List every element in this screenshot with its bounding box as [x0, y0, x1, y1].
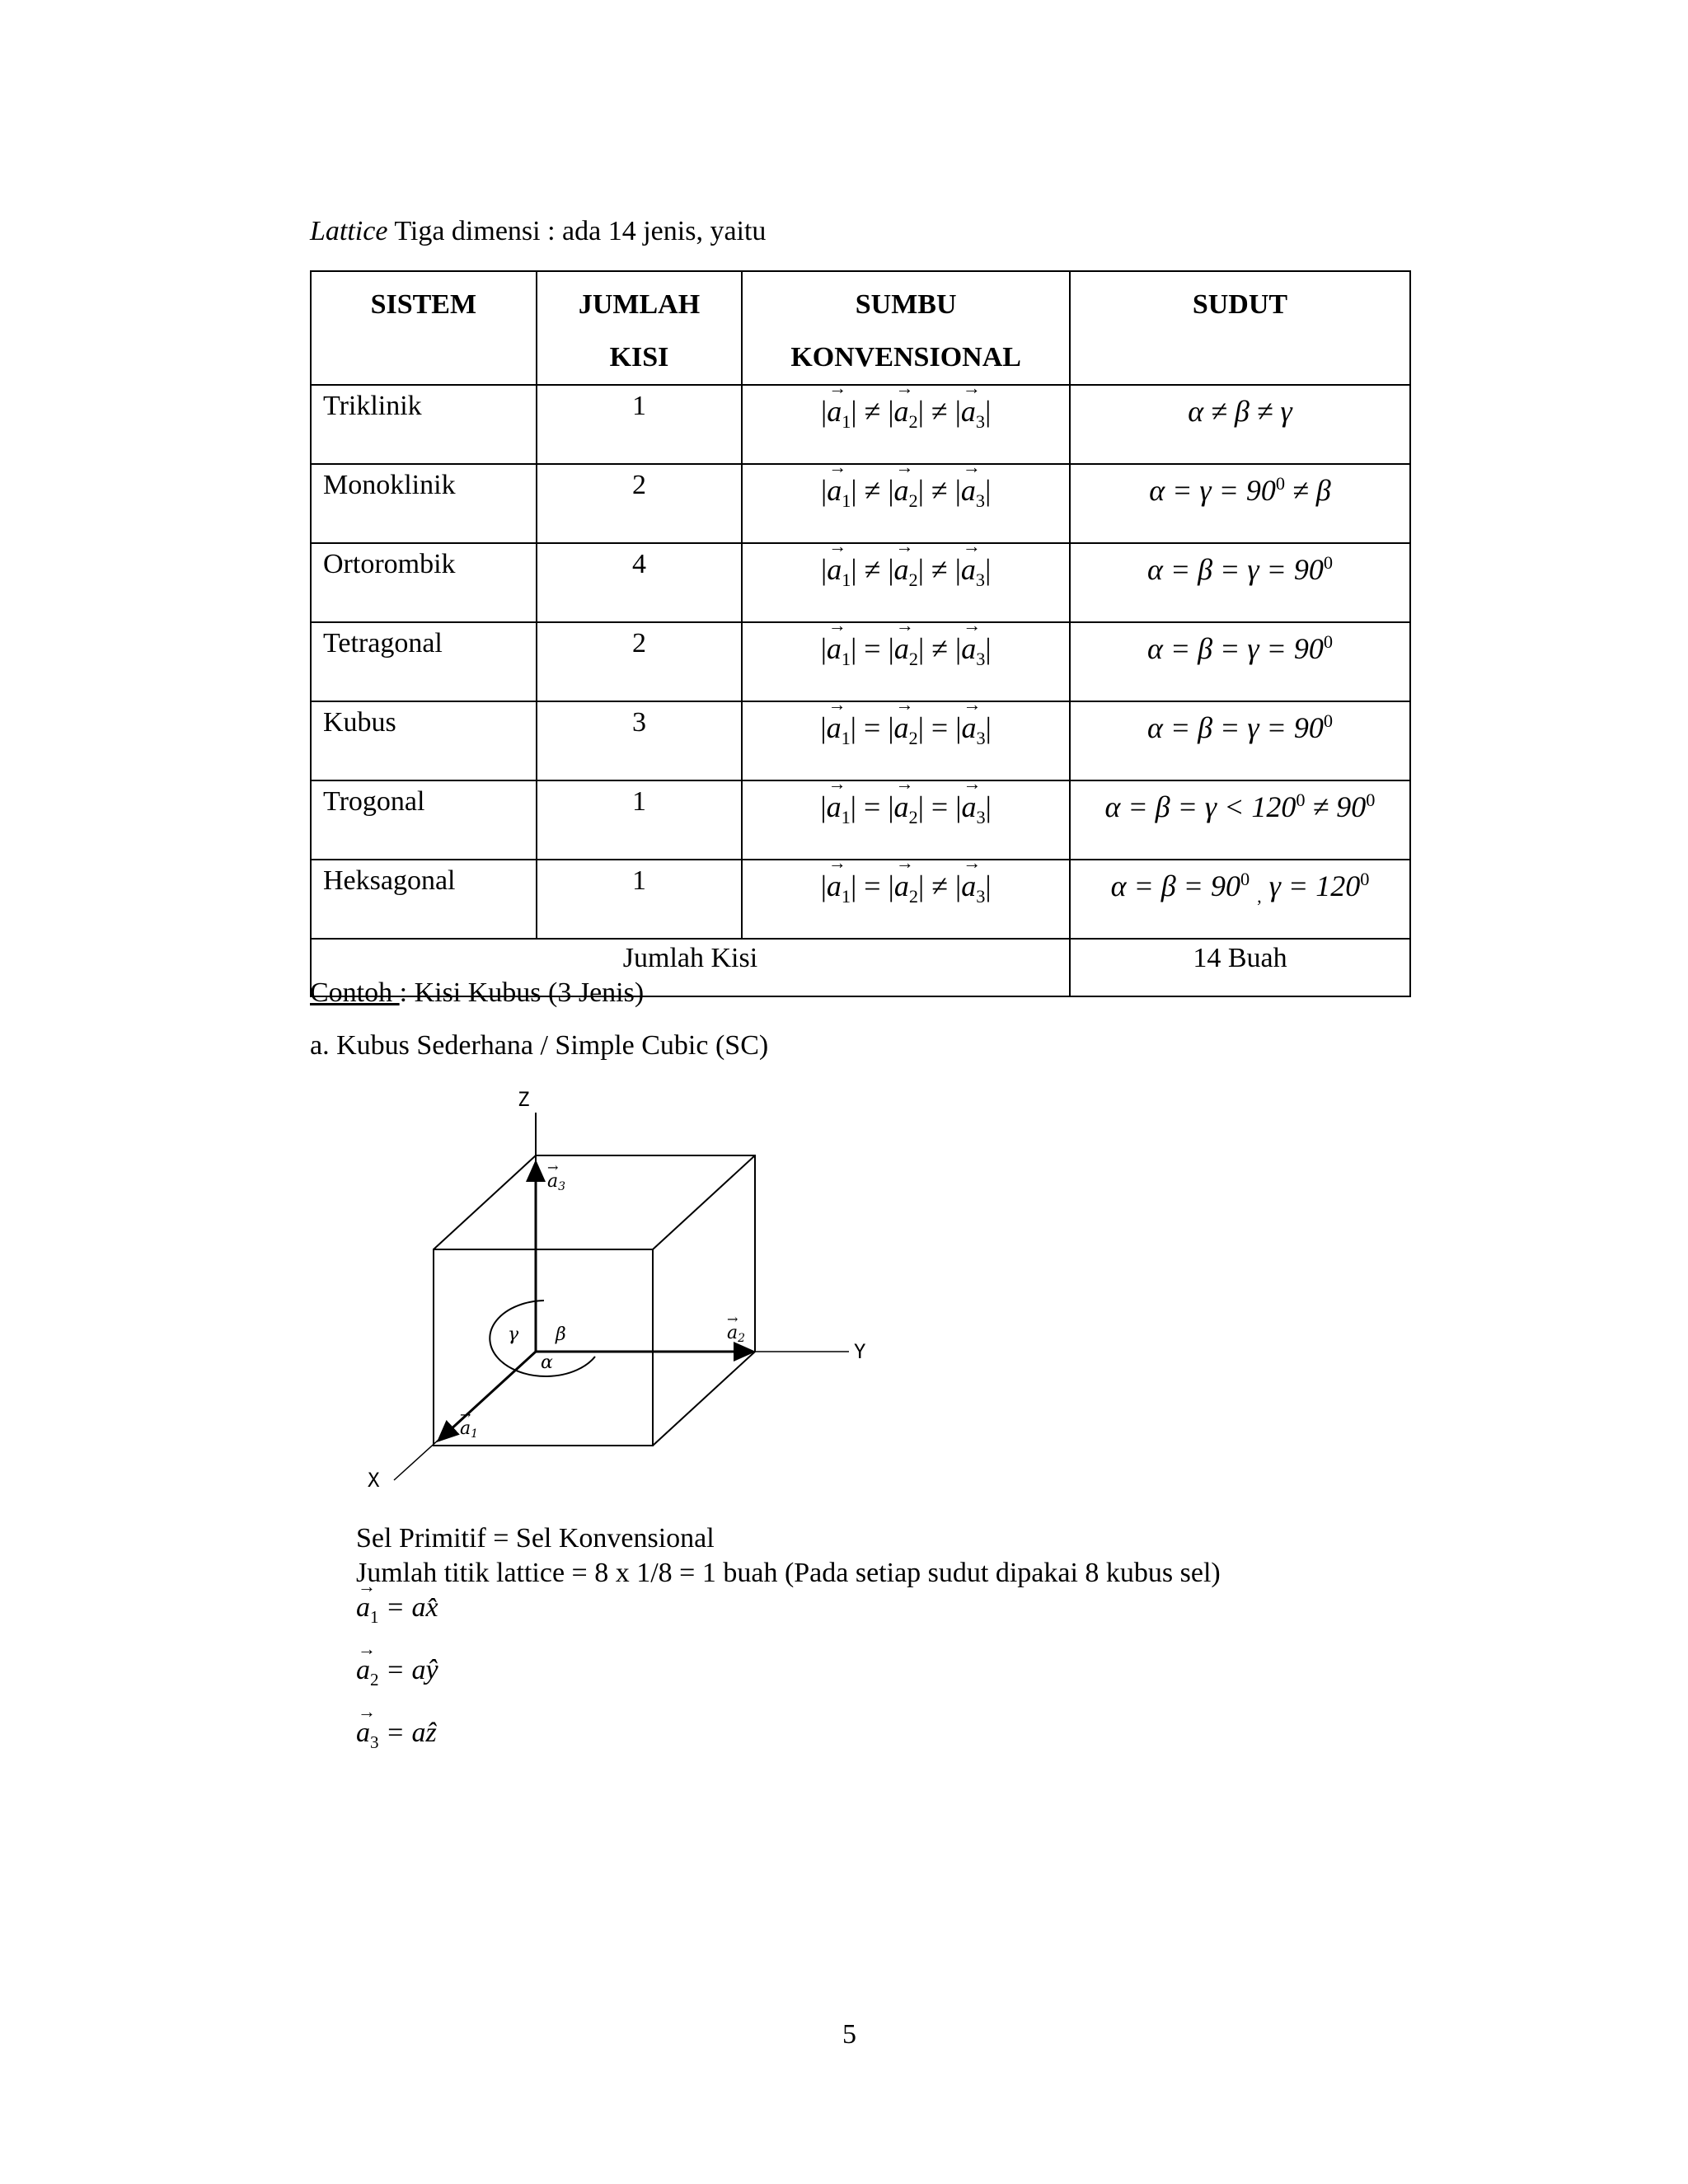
angle-relation: α ≠ β ≠ γ: [1070, 385, 1410, 464]
a1-vector: [438, 1352, 536, 1441]
axis-y-label: Y: [854, 1340, 866, 1363]
svg-text:→: →: [727, 1311, 738, 1327]
lattice-count: 2: [537, 622, 743, 701]
system-name: Heksagonal: [311, 860, 537, 939]
total-value: 14 Buah: [1070, 939, 1410, 996]
a1-label: a: [460, 1418, 471, 1439]
axis-x-label: X: [368, 1469, 380, 1492]
system-name: Tetragonal: [311, 622, 537, 701]
contoh-heading: [310, 977, 644, 1009]
header-sudut: SUDUT: [1070, 271, 1410, 385]
total-label: Jumlah Kisi: [311, 939, 1070, 996]
gamma-label: γ: [508, 1324, 519, 1345]
page-number: 5: [842, 2019, 856, 2050]
angle-relation: $\alpha = \gamma = 90^0 \ne \beta$: [1070, 464, 1410, 543]
svg-text:a3: a3: [547, 1171, 566, 1193]
intro-rest: Tiga dimensi : ada 14 jenis, yaitu: [387, 216, 767, 246]
note-primitive-cell: Sel Primitif = Sel Konvensional: [356, 1523, 715, 1554]
system-name: Kubus: [311, 701, 537, 780]
svg-text:a2: a2: [727, 1323, 746, 1345]
lattice-count: 1: [537, 780, 743, 860]
lattice-count: 2: [537, 464, 743, 543]
item-a-heading: a. Kubus Sederhana / Simple Cubic (SC): [310, 1030, 769, 1061]
header-jumlah-kisi: JUMLAH KISI: [537, 271, 743, 385]
system-name: Ortorombik: [311, 543, 537, 622]
equation-a1: → $a_1$ = ax̂: [356, 1592, 438, 1628]
table-row: [311, 385, 1410, 464]
lattice-count: 4: [537, 543, 743, 622]
header-sumbu-konvensional: SUMBU KONVENSIONAL: [742, 271, 1070, 385]
beta-label: β: [556, 1324, 566, 1345]
header-sistem: SISTEM: [311, 271, 537, 385]
axis-relation: |→ $a_1|$ ≠ |→ $a_2|$ ≠ |→ $a_3|$: [742, 543, 1070, 622]
axis-relation: |→ $a_1|$ = |→ $a_2|$ ≠ |→ $a_3|$: [742, 622, 1070, 701]
axis-relation: |→ $a_1|$ = |→ $a_2|$ ≠ |→ $a_3|$: [742, 860, 1070, 939]
axis-relation: |→ $a_1|$ = |→ $a_2|$ = |→ $a_3|$: [742, 780, 1070, 860]
table-row: [311, 543, 1410, 622]
table-row: [311, 780, 1410, 860]
angle-relation: $\alpha = \beta = \gamma = 90^0$: [1070, 701, 1410, 780]
system-name: Trogonal: [311, 780, 537, 860]
svg-text:a1: a1: [460, 1418, 479, 1441]
intro-text: [310, 216, 766, 247]
angle-relation: $\alpha = \beta = 90^0$ $_,$ $\gamma = 120^0$: [1070, 860, 1410, 939]
contoh-label: Contoh: [310, 977, 400, 1008]
angle-relation: $\alpha = \beta = \gamma < 120^0 \ne 90^0$: [1070, 780, 1410, 860]
lattice-count: 1: [537, 860, 743, 939]
contoh-rest: : Kisi Kubus (3 Jenis): [399, 977, 645, 1008]
table-row: [311, 860, 1410, 939]
axis-z-label: Z: [518, 1088, 530, 1111]
lattice-table: [310, 270, 1411, 997]
axis-relation: |→ $a_1|$ ≠ |→ $a_2|$ ≠ |→ $a_3|$: [742, 385, 1070, 464]
note-lattice-points: Jumlah titik lattice = 8 x 1/8 = 1 buah (Pada setiap sudut dipakai 8 kubus sel): [356, 1558, 1221, 1588]
notes: [356, 1521, 1221, 1591]
simple-cubic-diagram: [363, 1085, 890, 1497]
angle-relation: $\alpha = \beta = \gamma = 90^0$: [1070, 543, 1410, 622]
a2-label: a: [727, 1323, 738, 1343]
system-name: Triklinik: [311, 385, 537, 464]
intro-italic: Lattice: [310, 216, 388, 246]
alpha-label: α: [541, 1352, 553, 1373]
svg-text:→: →: [547, 1160, 559, 1175]
a3-label: a: [547, 1171, 559, 1192]
system-name: Monoklinik: [311, 464, 537, 543]
table-row: [311, 464, 1410, 543]
table-header-row: [311, 271, 1410, 385]
lattice-count: 1: [537, 385, 743, 464]
angle-relation: $\alpha = \beta = \gamma = 90^0$: [1070, 622, 1410, 701]
axis-relation: |→ $a_1|$ = |→ $a_2|$ = |→ $a_3|$: [742, 701, 1070, 780]
axis-relation: |→ $a_1|$ ≠ |→ $a_2|$ ≠ |→ $a_3|$: [742, 464, 1070, 543]
equation-a3: → $a_3$ = aẑ: [356, 1718, 437, 1753]
table-row: [311, 622, 1410, 701]
svg-text:→: →: [460, 1407, 471, 1422]
equation-a2: → $a_2$ = aŷ: [356, 1655, 438, 1690]
table-row: [311, 701, 1410, 780]
lattice-count: 3: [537, 701, 743, 780]
